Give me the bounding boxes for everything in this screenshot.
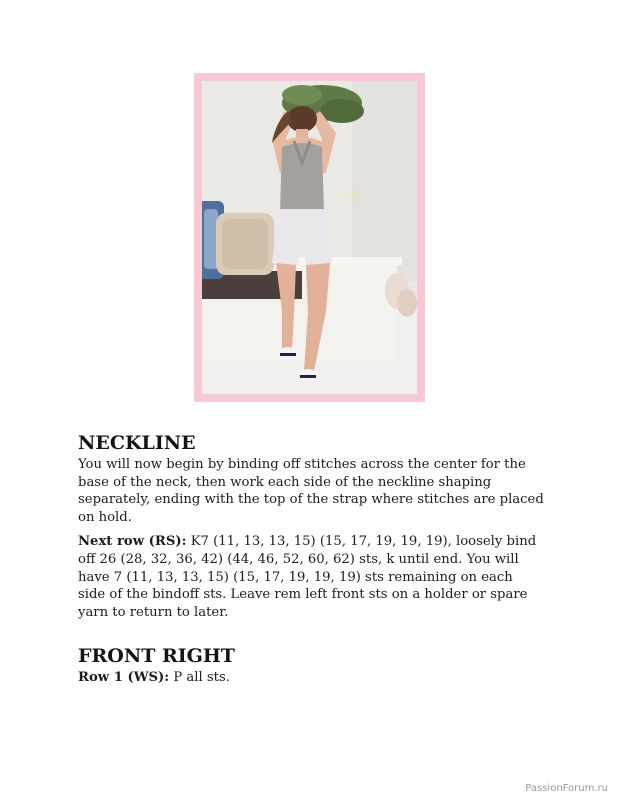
next-row-text: K7 (11, 13, 13, 15) (15, 17, 19, 19, 19), loosely bind off 26 (28, 32, 36, 42) (44, 46, 52, 60, 62) sts, k until end. You will have 7 (11, 13, 13, 15) (15, 17, 19, 19, 19) sts remaining on each side of the bindoff sts. Leave rem left front sts on a holder or spare yarn to return to later. (78, 534, 537, 620)
model-photo-illustration (202, 81, 417, 394)
neckline-heading: NECKLINE (78, 432, 196, 454)
row-1-text: P all sts. (169, 670, 230, 686)
row-1-label: Row 1 (WS): (78, 670, 170, 686)
next-row-label: Next row (RS): (78, 534, 187, 550)
photo-frame (194, 73, 425, 402)
model-photo (202, 81, 417, 394)
next-row-instruction (78, 533, 544, 621)
watermark: PassionForum.ru (525, 783, 608, 794)
pattern-text (78, 430, 544, 687)
neckline-intro: You will now begin by binding off stitches across the center for the base of the neck, then work each side of the neckline shaping separately, ending with the top of the strap where stitches are placed on hold. (78, 457, 544, 525)
front-right-heading: FRONT RIGHT (78, 645, 235, 668)
row-1-instruction (78, 669, 544, 687)
